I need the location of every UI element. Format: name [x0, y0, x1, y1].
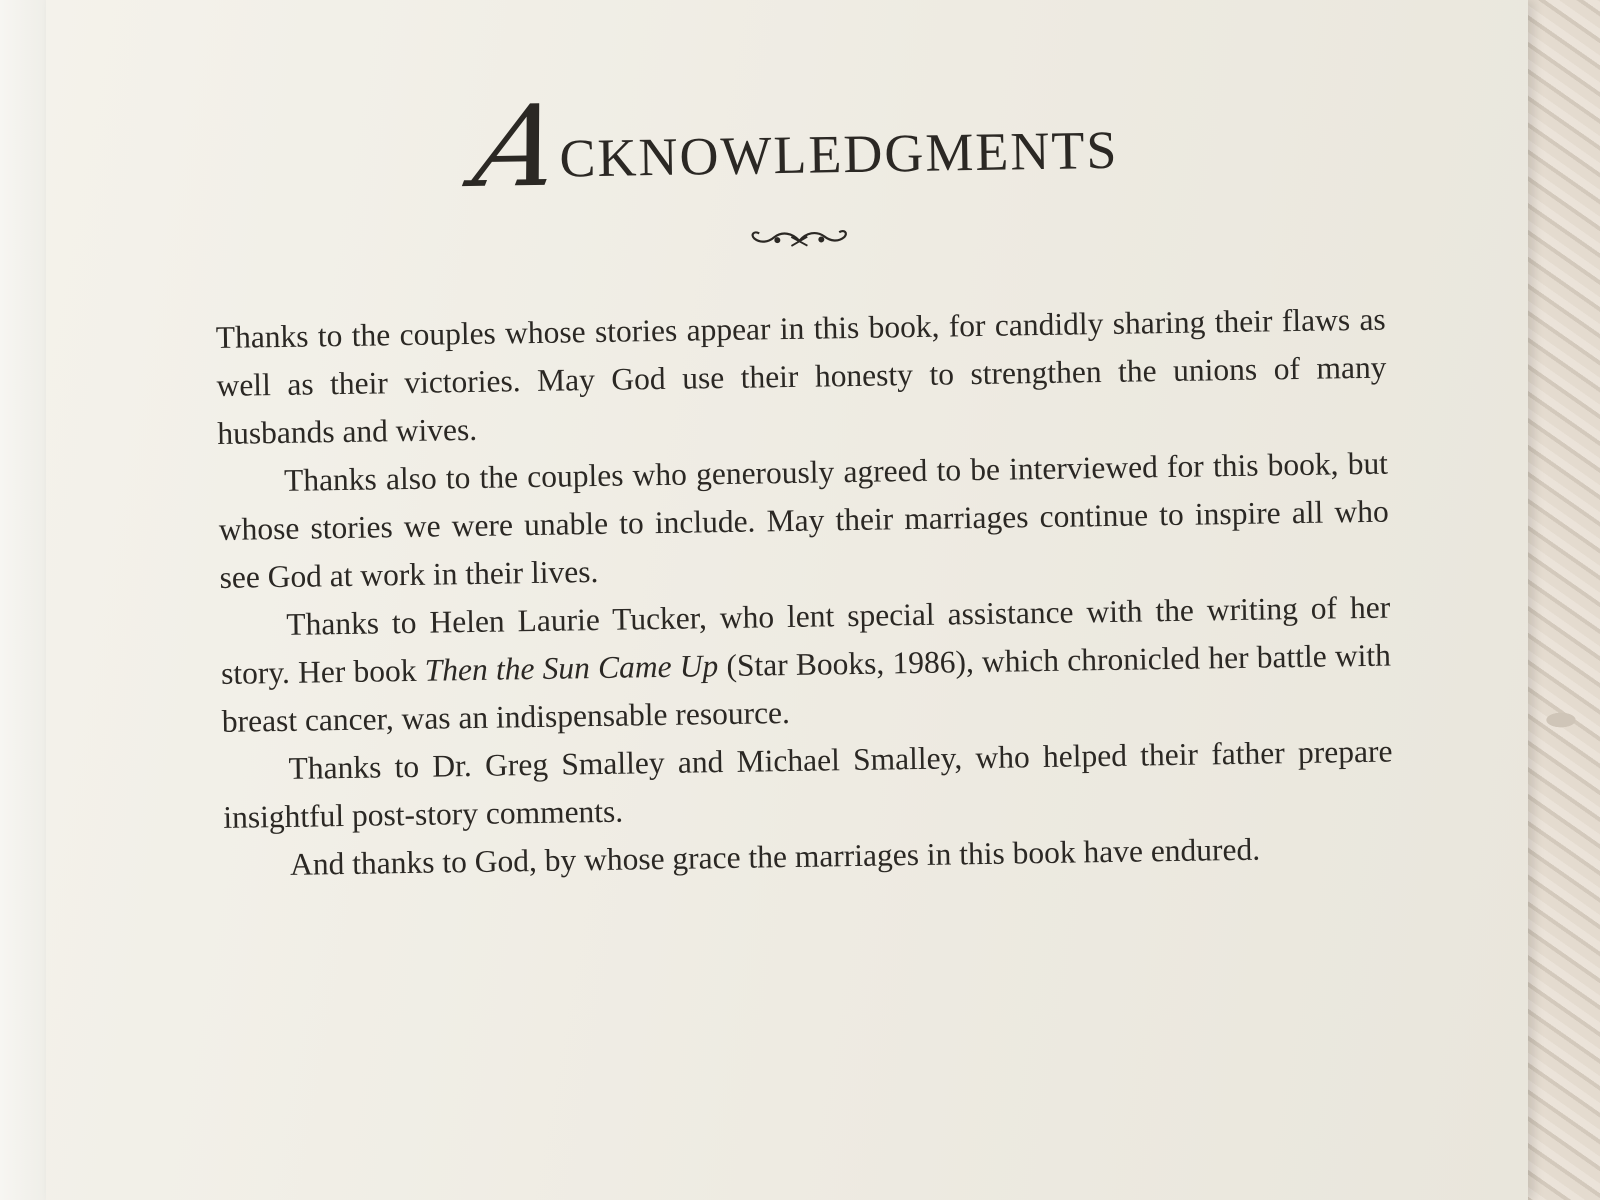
page-content	[212, 78, 1394, 890]
paragraph-text: (Star Books, 1986), which chronicled her battle with breast cancer, was an indispensable resource.	[221, 637, 1392, 739]
paragraph: Thanks to the couples whose stories appear in this book, for candidly sharing their flaws as well as their victories. May God use their honesty to strengthen the unions of many husbands and wives.	[215, 301, 1387, 451]
flourish-ornament-icon	[214, 218, 1384, 266]
paragraph: Thanks to Dr. Greg Smalley and Michael Smalley, who helped their father prepare insightful post-story comments.	[223, 733, 1393, 835]
title-rest: CKNOWLEDGMENTS	[559, 119, 1119, 189]
paragraph	[220, 584, 1392, 746]
page-title	[212, 78, 1384, 214]
paragraph: And thanks to God, by whose grace the marriages in this book have endured.	[289, 831, 1261, 882]
page-gutter	[0, 0, 46, 1200]
acknowledgments-body	[215, 296, 1394, 890]
paragraph: Thanks also to the couples who generously agreed to be interviewed for this book, but whose stories we were unable to include. May their marriages continue to inspire all who see God at work in their lives.	[218, 445, 1389, 595]
title-initial: A	[464, 81, 573, 214]
book-title: Then the Sun Came Up	[424, 648, 719, 688]
paragraph-text: Thanks to Helen Laurie Tucker, who lent special assistance with the writing of her story. Her book	[220, 589, 1391, 691]
book-page	[46, 0, 1528, 1200]
